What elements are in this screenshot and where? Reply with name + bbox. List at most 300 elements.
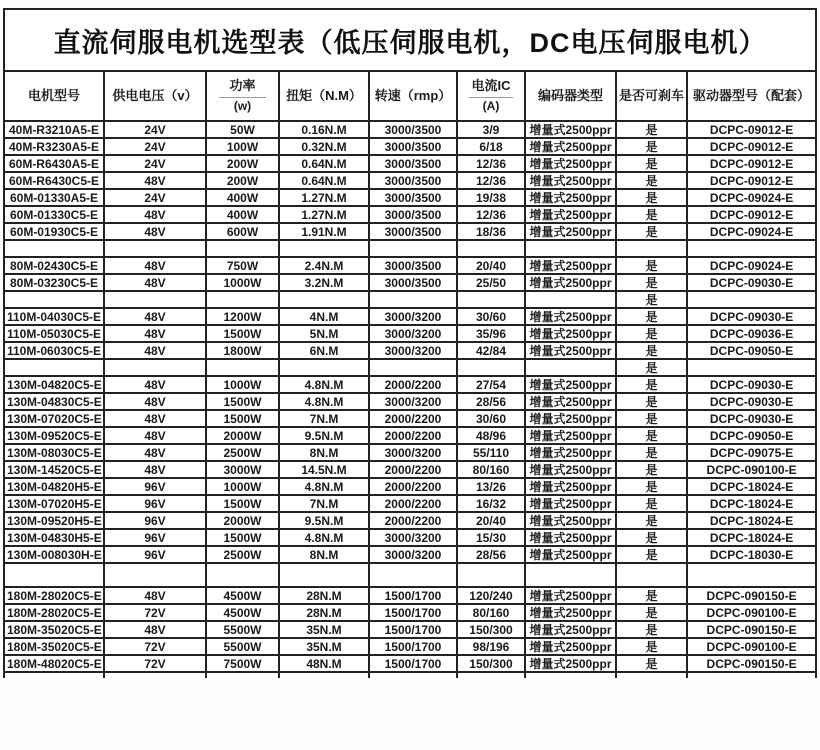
table-cell: 3.2N.M (279, 274, 369, 291)
table-cell: 3000/3200 (369, 529, 457, 546)
table-row (4, 410, 816, 427)
table-cell: 是 (616, 461, 687, 478)
table-row (4, 274, 816, 291)
table-cell: 40M-R3210A5-E (4, 121, 104, 138)
table-cell: 3000/3500 (369, 138, 457, 155)
table-cell: 是 (616, 495, 687, 512)
table-row (4, 223, 816, 240)
table-header-row (4, 71, 816, 121)
table-cell: 400W (206, 206, 279, 223)
table-cell: 55/110 (457, 444, 525, 461)
table-cell: 96V (104, 529, 206, 546)
table-cell: 96V (104, 512, 206, 529)
table-cell: 13/26 (457, 478, 525, 495)
table-cell: 增量式2500ppr (525, 308, 616, 325)
table-cell: 增量式2500ppr (525, 655, 616, 672)
table-cell: 是 (616, 529, 687, 546)
table-cell: DCPC-090150-E (687, 655, 816, 672)
separator-tall-row (4, 563, 816, 587)
table-cell: 1500W (206, 529, 279, 546)
table-cell: 3000/3500 (369, 172, 457, 189)
table-cell: DCPC-18024-E (687, 512, 816, 529)
table-cell: 48V (104, 410, 206, 427)
table-cell: 48V (104, 206, 206, 223)
table-cell: DCPC-09012-E (687, 206, 816, 223)
table-cell: 3000/3500 (369, 223, 457, 240)
table-cell: 1500/1700 (369, 621, 457, 638)
table-cell: 48/96 (457, 427, 525, 444)
table-cell: 110M-04030C5-E (4, 308, 104, 325)
table-cell: 是 (616, 359, 687, 376)
table-cell: 72V (104, 655, 206, 672)
table-cell (104, 359, 206, 376)
table-cell: 400W (206, 189, 279, 206)
table-cell (206, 672, 279, 678)
table-cell: 100W (206, 138, 279, 155)
table-row (4, 529, 816, 546)
column-header-7 (616, 71, 687, 121)
table-cell: 4.8N.M (279, 478, 369, 495)
table-row (4, 587, 816, 604)
table-cell: 35N.M (279, 638, 369, 655)
table-cell: 0.64N.M (279, 172, 369, 189)
table-cell (279, 240, 369, 257)
table-cell (4, 563, 104, 587)
table-cell: DCPC-09012-E (687, 155, 816, 172)
column-header-sub-label: (A) (469, 97, 512, 114)
table-cell: 1500/1700 (369, 587, 457, 604)
table-cell: 1.27N.M (279, 206, 369, 223)
column-header-5 (457, 71, 525, 121)
table-cell: 80/160 (457, 604, 525, 621)
table-cell (525, 291, 616, 308)
table-cell: 增量式2500ppr (525, 638, 616, 655)
table-row (4, 257, 816, 274)
table-cell: 是 (616, 427, 687, 444)
table-cell: 48V (104, 223, 206, 240)
table-cell: 是 (616, 274, 687, 291)
table-row (4, 189, 816, 206)
table-cell (616, 240, 687, 257)
column-header-8 (687, 71, 816, 121)
table-cell: 2000/2200 (369, 478, 457, 495)
table-cell: DCPC-09030-E (687, 410, 816, 427)
table-cell: 3000/3200 (369, 393, 457, 410)
column-header-label: 供电电压（v） (112, 87, 198, 103)
table-cell: 8N.M (279, 444, 369, 461)
table-cell: 3000/3200 (369, 325, 457, 342)
table-cell: 是 (616, 638, 687, 655)
table-cell: 180M-48020C5-E (4, 655, 104, 672)
table-cell: 增量式2500ppr (525, 587, 616, 604)
bottom-strip-row (4, 672, 816, 678)
column-header-sub-label: (w) (219, 97, 266, 114)
table-cell: 28N.M (279, 587, 369, 604)
table-cell: DCPC-09012-E (687, 138, 816, 155)
table-row (4, 478, 816, 495)
table-cell: DCPC-090100-E (687, 604, 816, 621)
table-cell: 增量式2500ppr (525, 138, 616, 155)
table-cell: 60M-01930C5-E (4, 223, 104, 240)
table-cell: 72V (104, 638, 206, 655)
table-cell: 是 (616, 155, 687, 172)
table-cell: 是 (616, 257, 687, 274)
table-cell (4, 359, 104, 376)
table-cell: 130M-09520H5-E (4, 512, 104, 529)
table-row (4, 325, 816, 342)
table-cell: 2000/2200 (369, 427, 457, 444)
table-cell: 30/60 (457, 410, 525, 427)
table-cell: DCPC-09036-E (687, 325, 816, 342)
table-cell: 增量式2500ppr (525, 325, 616, 342)
table-cell (616, 672, 687, 678)
column-header-label: 编码器类型 (537, 87, 603, 103)
table-cell (525, 240, 616, 257)
separator-row (4, 359, 816, 376)
table-cell: 27/54 (457, 376, 525, 393)
table-row (4, 546, 816, 563)
table-cell: 3000/3500 (369, 121, 457, 138)
table-cell: 是 (616, 376, 687, 393)
table-cell: 4.8N.M (279, 376, 369, 393)
table-cell: 4.8N.M (279, 393, 369, 410)
table-cell: 42/84 (457, 342, 525, 359)
table-cell: DCPC-18024-E (687, 478, 816, 495)
motor-selection-table (3, 8, 817, 678)
table-cell: 是 (616, 655, 687, 672)
table-cell (369, 563, 457, 587)
table-cell: 48V (104, 587, 206, 604)
table-cell: 增量式2500ppr (525, 274, 616, 291)
table-cell: 增量式2500ppr (525, 257, 616, 274)
table-cell: 0.32N.M (279, 138, 369, 155)
table-cell: 48V (104, 461, 206, 478)
table-cell (457, 291, 525, 308)
table-cell: DCPC-09024-E (687, 223, 816, 240)
table-cell (4, 672, 104, 678)
table-cell: 48V (104, 393, 206, 410)
table-cell (369, 672, 457, 678)
table-cell (206, 563, 279, 587)
table-cell: 增量式2500ppr (525, 621, 616, 638)
table-cell: 2000/2200 (369, 461, 457, 478)
table-row (4, 206, 816, 223)
table-cell: 1500W (206, 495, 279, 512)
table-cell: DCPC-18024-E (687, 495, 816, 512)
table-cell: 120/240 (457, 587, 525, 604)
table-cell: 是 (616, 223, 687, 240)
table-cell (4, 240, 104, 257)
table-cell: DCPC-090150-E (687, 587, 816, 604)
table-row (4, 444, 816, 461)
table-cell: 增量式2500ppr (525, 393, 616, 410)
table-cell: 80M-02430C5-E (4, 257, 104, 274)
table-cell: 2000/2200 (369, 512, 457, 529)
table-cell: 6/18 (457, 138, 525, 155)
table-cell: 4500W (206, 587, 279, 604)
table-cell: 130M-08030C5-E (4, 444, 104, 461)
table-cell: 180M-35020C5-E (4, 638, 104, 655)
table-cell: 2000/2200 (369, 495, 457, 512)
table-cell: DCPC-09012-E (687, 121, 816, 138)
table-cell: 3000/3200 (369, 546, 457, 563)
table-row (4, 655, 816, 672)
table-cell: 7N.M (279, 410, 369, 427)
table-cell (104, 563, 206, 587)
table-cell: 是 (616, 291, 687, 308)
table-cell: 750W (206, 257, 279, 274)
table-cell: 110M-05030C5-E (4, 325, 104, 342)
table-cell (369, 240, 457, 257)
table-cell: 3000/3500 (369, 155, 457, 172)
table-cell: 150/300 (457, 655, 525, 672)
table-cell: 130M-09520C5-E (4, 427, 104, 444)
table-cell: 2000/2200 (369, 376, 457, 393)
table-cell: 2.4N.M (279, 257, 369, 274)
table-cell: 4500W (206, 604, 279, 621)
table-cell (457, 563, 525, 587)
table-cell: 14.5N.M (279, 461, 369, 478)
table-cell: 增量式2500ppr (525, 427, 616, 444)
table-cell: 增量式2500ppr (525, 444, 616, 461)
table-cell: 是 (616, 325, 687, 342)
table-cell: 7N.M (279, 495, 369, 512)
table-cell (525, 359, 616, 376)
table-cell: 48V (104, 325, 206, 342)
table-cell: 80M-03230C5-E (4, 274, 104, 291)
table-cell: 180M-28020C5-E (4, 587, 104, 604)
table-body (4, 121, 816, 678)
column-header-3 (279, 71, 369, 121)
table-row (4, 393, 816, 410)
table-cell: 12/36 (457, 206, 525, 223)
table-cell: 130M-008030H-E (4, 546, 104, 563)
table-cell: 24V (104, 121, 206, 138)
table-cell: 16/32 (457, 495, 525, 512)
table-cell: 是 (616, 172, 687, 189)
table-cell: 是 (616, 393, 687, 410)
table-cell: 2500W (206, 444, 279, 461)
table-cell: 3000/3500 (369, 206, 457, 223)
table-cell: 600W (206, 223, 279, 240)
table-cell: 1000W (206, 376, 279, 393)
table-cell: 9.5N.M (279, 427, 369, 444)
table-cell: 1500/1700 (369, 655, 457, 672)
column-header-label: 功率 (229, 78, 256, 94)
table-cell: DCPC-09030-E (687, 376, 816, 393)
table-cell: 1500/1700 (369, 604, 457, 621)
table-row (4, 512, 816, 529)
column-header-label: 驱动器型号（配套） (693, 87, 811, 103)
table-cell: DCPC-090150-E (687, 621, 816, 638)
table-cell: 130M-07020H5-E (4, 495, 104, 512)
table-cell: 是 (616, 342, 687, 359)
table-cell: 增量式2500ppr (525, 155, 616, 172)
table-cell: 48V (104, 376, 206, 393)
table-cell: 28/56 (457, 393, 525, 410)
table-cell (206, 291, 279, 308)
table-cell: 2000W (206, 512, 279, 529)
table-cell: 4N.M (279, 308, 369, 325)
column-header-4 (369, 71, 457, 121)
table-cell (104, 240, 206, 257)
table-cell: 1200W (206, 308, 279, 325)
table-cell: 增量式2500ppr (525, 604, 616, 621)
table-cell: 1.27N.M (279, 189, 369, 206)
table-cell: DCPC-090100-E (687, 461, 816, 478)
table-cell: 9.5N.M (279, 512, 369, 529)
table-cell: 4.8N.M (279, 529, 369, 546)
table-cell: 是 (616, 621, 687, 638)
table-cell: 是 (616, 308, 687, 325)
table-cell: 48N.M (279, 655, 369, 672)
table-cell: DCPC-09030-E (687, 393, 816, 410)
table-row (4, 461, 816, 478)
table-row (4, 121, 816, 138)
table-cell (687, 359, 816, 376)
table-cell: 30/60 (457, 308, 525, 325)
table-cell: 50W (206, 121, 279, 138)
table-cell: 是 (616, 121, 687, 138)
table-cell (279, 672, 369, 678)
table-cell (687, 672, 816, 678)
column-header-0 (4, 71, 104, 121)
table-cell: 1000W (206, 478, 279, 495)
table-cell: 12/36 (457, 155, 525, 172)
table-row (4, 172, 816, 189)
table-cell: 是 (616, 512, 687, 529)
table-cell: 1000W (206, 274, 279, 291)
table-cell: 180M-35020C5-E (4, 621, 104, 638)
table-cell: 是 (616, 478, 687, 495)
table-cell: DCPC-09024-E (687, 189, 816, 206)
table-cell (687, 563, 816, 587)
table-cell (616, 563, 687, 587)
table-cell: 72V (104, 604, 206, 621)
table-cell (4, 291, 104, 308)
table-cell (457, 359, 525, 376)
table-cell: 48V (104, 427, 206, 444)
table-cell: 增量式2500ppr (525, 478, 616, 495)
table-cell: 是 (616, 138, 687, 155)
table-cell: 110M-06030C5-E (4, 342, 104, 359)
table-cell: DCPC-09024-E (687, 257, 816, 274)
table-cell: 增量式2500ppr (525, 172, 616, 189)
table-cell: 6N.M (279, 342, 369, 359)
table-row (4, 621, 816, 638)
table-cell: 60M-R6430C5-E (4, 172, 104, 189)
table-cell: 150/300 (457, 621, 525, 638)
table-cell: 35N.M (279, 621, 369, 638)
table-cell: 48V (104, 172, 206, 189)
table-cell: 8N.M (279, 546, 369, 563)
table-cell (279, 359, 369, 376)
table-row (4, 495, 816, 512)
column-header-label: 转速（rmp） (374, 87, 452, 103)
table-cell: 5500W (206, 638, 279, 655)
table-cell: 20/40 (457, 257, 525, 274)
table-cell: 60M-01330A5-E (4, 189, 104, 206)
table-cell: 3000/3500 (369, 189, 457, 206)
table-cell: 28/56 (457, 546, 525, 563)
table-cell: DCPC-090100-E (687, 638, 816, 655)
table-cell: 12/36 (457, 172, 525, 189)
separator-row (4, 291, 816, 308)
table-cell: 48V (104, 444, 206, 461)
table-cell: 0.16N.M (279, 121, 369, 138)
table-cell: DCPC-09050-E (687, 342, 816, 359)
table-cell (525, 563, 616, 587)
table-cell: 3000/3200 (369, 342, 457, 359)
table-cell: 2000/2200 (369, 410, 457, 427)
table-cell: 96V (104, 478, 206, 495)
table-cell: 增量式2500ppr (525, 206, 616, 223)
table-cell: 130M-04820C5-E (4, 376, 104, 393)
table-row (4, 342, 816, 359)
table-cell: 48V (104, 308, 206, 325)
table-cell: DCPC-09012-E (687, 172, 816, 189)
table-row (4, 376, 816, 393)
table-cell: 48V (104, 342, 206, 359)
table-cell: 增量式2500ppr (525, 410, 616, 427)
table-cell: 28N.M (279, 604, 369, 621)
table-cell (206, 359, 279, 376)
table-cell: 40M-R3230A5-E (4, 138, 104, 155)
column-header-label: 电机型号 (27, 87, 80, 103)
table-cell (457, 240, 525, 257)
table-cell (369, 359, 457, 376)
table-cell: 24V (104, 138, 206, 155)
table-cell: 48V (104, 257, 206, 274)
table-cell: 15/30 (457, 529, 525, 546)
table-cell: 3000W (206, 461, 279, 478)
table-cell: 48V (104, 274, 206, 291)
table-cell: 5N.M (279, 325, 369, 342)
table-cell: 24V (104, 155, 206, 172)
table-cell: 1.91N.M (279, 223, 369, 240)
table-cell: 3000/3200 (369, 308, 457, 325)
table-cell: DCPC-09075-E (687, 444, 816, 461)
table-cell: 130M-07020C5-E (4, 410, 104, 427)
table-cell: 200W (206, 155, 279, 172)
table-cell: 180M-28020C5-E (4, 604, 104, 621)
table-cell: 是 (616, 587, 687, 604)
table-cell (687, 291, 816, 308)
table-cell (525, 672, 616, 678)
table-cell: 200W (206, 172, 279, 189)
table-cell: 96V (104, 546, 206, 563)
table-cell: 24V (104, 189, 206, 206)
table-cell: 增量式2500ppr (525, 495, 616, 512)
table-cell: 是 (616, 189, 687, 206)
column-header-label: 是否可刹车 (619, 87, 685, 103)
table-cell: 增量式2500ppr (525, 546, 616, 563)
table-cell: 1800W (206, 342, 279, 359)
table-cell: 是 (616, 546, 687, 563)
table-cell: 130M-14520C5-E (4, 461, 104, 478)
table-cell: 2500W (206, 546, 279, 563)
table-cell: 3000/3200 (369, 444, 457, 461)
table-cell: 是 (616, 604, 687, 621)
table-cell: 是 (616, 410, 687, 427)
page-title: 直流伺服电机选型表（低压伺服电机，DC电压伺服电机） (4, 9, 816, 71)
table-cell: 98/196 (457, 638, 525, 655)
table-cell: 1500/1700 (369, 638, 457, 655)
table-row (4, 138, 816, 155)
table-cell (104, 672, 206, 678)
table-cell: 60M-R6430A5-E (4, 155, 104, 172)
table-cell: 增量式2500ppr (525, 529, 616, 546)
